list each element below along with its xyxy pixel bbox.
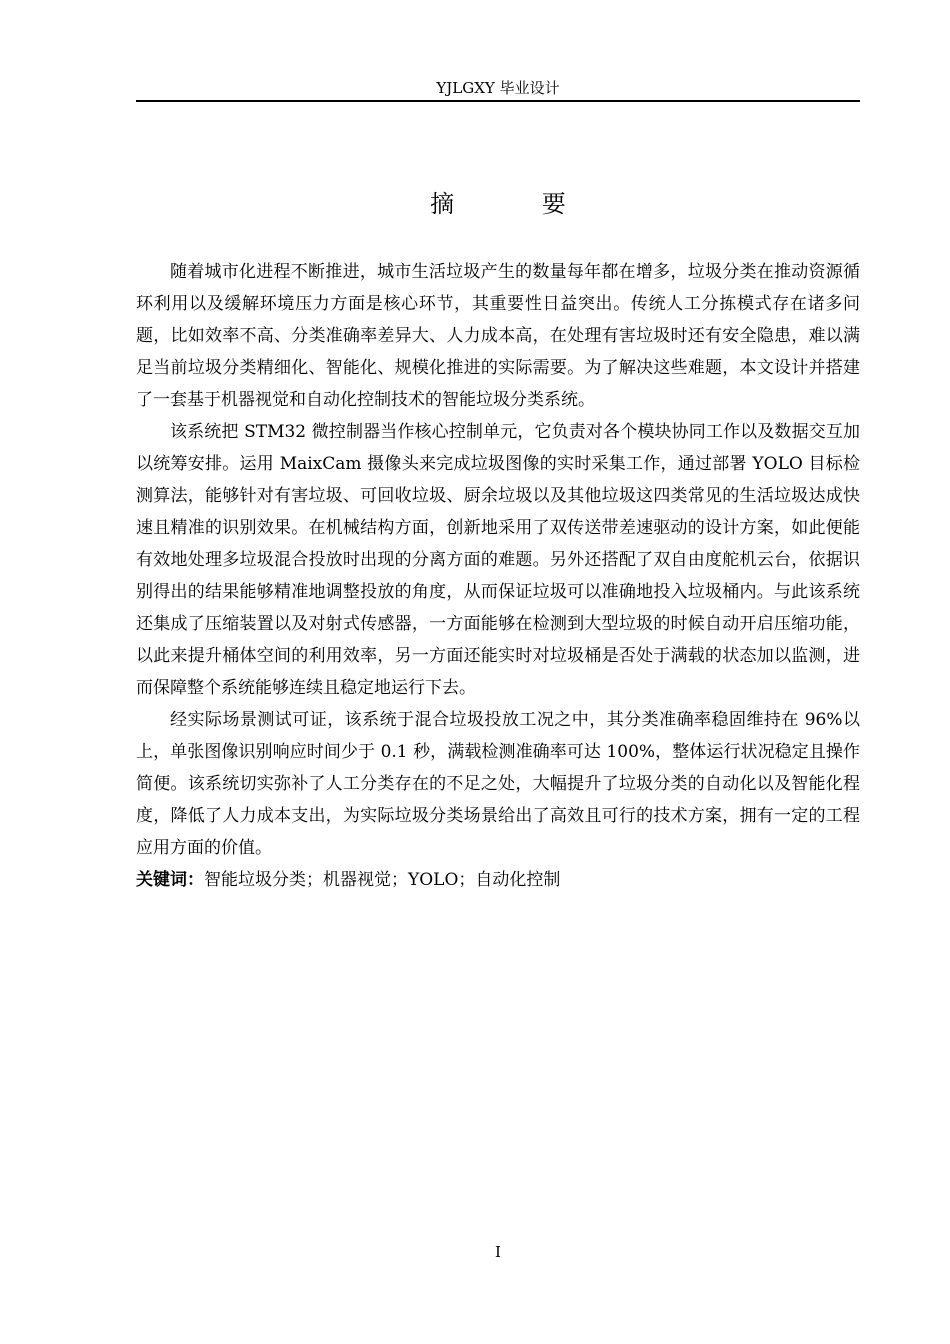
keywords-value: 智能垃圾分类；机器视觉；YOLO；自动化控制 <box>204 870 561 890</box>
page-header: YJLGXY 毕业设计 <box>436 79 560 97</box>
abstract-paragraph-1: 随着城市化进程不断推进，城市生活垃圾产生的数量每年都在增多，垃圾分类在推动资源循环利用以及缓解环境压力方面是核心环节，其重要性日益突出。传统人工分拣模式存在诸多问题，比如效率不高、分类准确率差异大、人力成本高，在处理有害垃圾时还有安全隐患，难以满足当前垃圾分类精细化、智能化、规模化推进的实际需要。为了解决这些难题，本文设计并搭建了一套基于机器视觉和自动化控制技术的智能垃圾分类系统。 <box>136 262 860 410</box>
abstract-title: 摘 要 <box>430 190 606 218</box>
header-rule <box>136 100 860 102</box>
keywords-line <box>136 864 860 896</box>
page-number: I <box>495 1243 501 1261</box>
abstract-paragraph-2: 该系统把 STM32 微控制器当作核心控制单元，它负责对各个模块协同工作以及数据交互加以统筹安排。运用 MaixCam 摄像头来完成垃圾图像的实时采集工作，通过部署 YOLO 目标检测算法，能够针对有害垃圾、可回收垃圾、厨余垃圾以及其他垃圾这四类常见的生活垃圾达成快速且精准的识别效果。在机械结构方面，创新地采用了双传送带差速驱动的设计方案，如此便能有效地处理多垃圾混合投放时出现的分离方面的难题。另外还搭配了双自由度舵机云台，依据识别得出的结果能够精准地调整投放的角度，从而保证垃圾可以准确地投入垃圾桶内。与此该系统还集成了压缩装置以及对射式传感器，一方面能够在检测到大型垃圾的时候自动开启压缩功能，以此来提升桶体空间的利用效率，另一方面还能实时对垃圾桶是否处于满载的状态加以监测，进而保障整个系统能够连续且稳定地运行下去。 <box>136 422 860 698</box>
abstract-body <box>136 256 860 896</box>
abstract-paragraph-3: 经实际场景测试可证，该系统于混合垃圾投放工况之中，其分类准确率稳固维持在 96%以上，单张图像识别响应时间少于 0.1 秒，满载检测准确率可达 100%，整体运行状况稳定且操作简便。该系统切实弥补了人工分类存在的不足之处，大幅提升了垃圾分类的自动化以及智能化程度，降低了人力成本支出，为实际垃圾分类场景给出了高效且可行的技术方案，拥有一定的工程应用方面的价值。 <box>136 710 860 858</box>
keywords-label: 关键词： <box>136 870 204 890</box>
